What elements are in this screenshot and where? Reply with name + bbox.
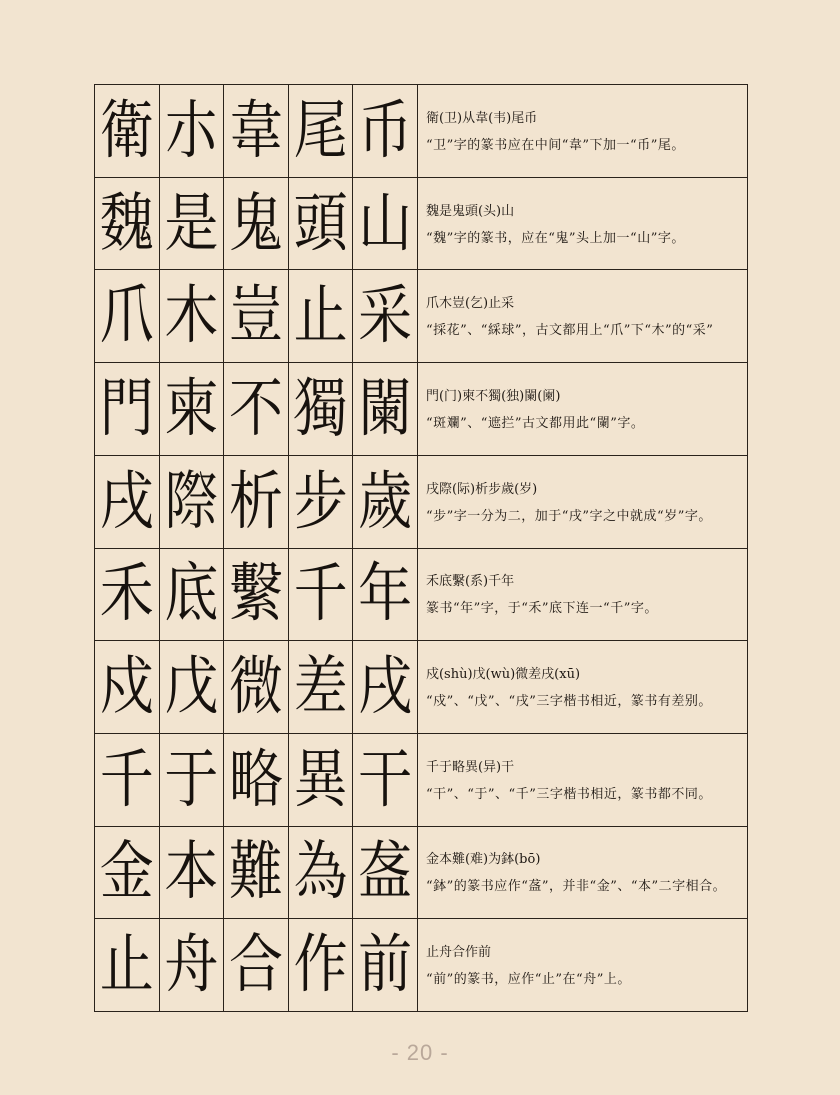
seal-glyph-cell [353, 270, 418, 362]
seal-glyph: 豈 [228, 278, 283, 353]
seal-glyph-cell [160, 270, 225, 362]
seal-glyph-cell [289, 363, 354, 455]
table-row [95, 549, 747, 642]
seal-glyph-cell [289, 270, 354, 362]
seal-glyph-cell [289, 85, 354, 177]
seal-glyph-cell [353, 85, 418, 177]
seal-glyph: 魏 [99, 185, 154, 261]
explanation-cell [418, 919, 747, 1011]
seal-glyph: 難 [228, 834, 283, 910]
explanation-text: “鉢”的篆书应作“盋”，并非“金”、“本”二字相合。 [425, 879, 727, 895]
seal-glyph: 繫 [228, 556, 283, 631]
seal-glyph: 柬 [164, 371, 219, 446]
seal-glyph-cell [95, 827, 160, 919]
explanation-cell [418, 178, 747, 270]
seal-glyph-cell [95, 270, 160, 362]
seal-glyph: 戌 [358, 649, 413, 724]
seal-glyph-cell [224, 734, 289, 826]
rhyme-line: 魏是鬼頭(头)山 [425, 203, 515, 219]
explanation-cell [418, 734, 747, 826]
seal-glyph: 爪 [99, 278, 154, 353]
seal-glyph: 舟 [164, 927, 219, 1002]
seal-glyph-cell [353, 919, 418, 1011]
seal-glyph-cell [353, 549, 418, 641]
seal-glyph-cell [95, 641, 160, 733]
seal-glyph-cell [224, 827, 289, 919]
explanation-text: “卫”字的篆书应在中间“韋”下加一“币”尾。 [425, 137, 685, 153]
seal-glyph: 止 [99, 927, 154, 1002]
table-row [95, 85, 747, 178]
explanation-text: “干”、“于”、“千”三字楷书相近，篆书都不同。 [425, 786, 712, 802]
seal-glyph-cell [289, 178, 354, 270]
rhyme-line: 禾底繫(系)千年 [425, 574, 515, 590]
seal-glyph: 采 [358, 278, 413, 353]
seal-glyph-cell [95, 85, 160, 177]
seal-glyph-cell [160, 456, 225, 548]
explanation-cell [418, 827, 747, 919]
seal-glyph-cell [95, 919, 160, 1011]
seal-glyph: 币 [358, 93, 413, 168]
seal-glyph-cell [289, 549, 354, 641]
explanation-text: “採花”、“綵球”，古文都用上“爪”下“木”的“采” [425, 323, 714, 339]
table-row [95, 734, 747, 827]
seal-glyph-cell [224, 456, 289, 548]
explanation-cell [418, 270, 747, 362]
seal-glyph: 作 [293, 927, 348, 1002]
seal-glyph-cell [289, 919, 354, 1011]
seal-glyph-cell [160, 919, 225, 1011]
explanation-cell [418, 85, 747, 177]
rhyme-line: 戌際(际)析步歲(岁) [425, 481, 538, 497]
table-row [95, 270, 747, 363]
seal-glyph-cell [224, 270, 289, 362]
explanation-text: “步”字一分为二，加于“戌”字之中就成“岁”字。 [425, 508, 712, 524]
seal-glyph-cell [95, 363, 160, 455]
rhyme-line: 衛(卫)从韋(韦)尾币 [425, 110, 538, 126]
seal-glyph-cell [224, 363, 289, 455]
seal-glyph: 禾 [99, 556, 154, 631]
seal-glyph: 差 [293, 649, 348, 724]
seal-glyph-cell [160, 827, 225, 919]
explanation-cell [418, 363, 747, 455]
seal-glyph: 戌 [99, 463, 154, 539]
table-row [95, 363, 747, 456]
seal-glyph-cell [224, 85, 289, 177]
table-row [95, 178, 747, 271]
seal-glyph: 底 [164, 556, 219, 631]
seal-glyph: 金 [99, 834, 154, 910]
seal-glyph-cell [160, 178, 225, 270]
seal-glyph: 盋 [358, 834, 413, 910]
explanation-text: 篆书“年”字，于“禾”底下连一“千”字。 [425, 601, 658, 617]
table-row [95, 919, 747, 1011]
seal-glyph: 朩 [164, 93, 219, 168]
seal-glyph-cell [95, 734, 160, 826]
seal-glyph: 步 [293, 463, 348, 539]
seal-glyph-cell [160, 363, 225, 455]
seal-glyph: 衛 [99, 93, 154, 168]
seal-glyph: 前 [358, 927, 413, 1002]
seal-glyph: 闌 [358, 371, 413, 446]
seal-glyph-cell [160, 641, 225, 733]
table-row [95, 456, 747, 549]
seal-glyph: 是 [164, 185, 219, 261]
seal-glyph: 干 [358, 742, 413, 817]
table-row [95, 641, 747, 734]
seal-glyph: 于 [164, 742, 219, 817]
explanation-cell [418, 456, 747, 548]
seal-glyph-cell [160, 85, 225, 177]
seal-glyph: 戊 [164, 649, 219, 724]
seal-glyph: 異 [293, 742, 348, 817]
seal-glyph-cell [224, 919, 289, 1011]
seal-glyph: 止 [293, 278, 348, 353]
rhyme-line: 金本難(难)为鉢(bō) [425, 852, 541, 868]
seal-glyph: 歲 [358, 463, 413, 539]
seal-glyph: 千 [99, 742, 154, 817]
seal-glyph: 戍 [99, 649, 154, 724]
seal-glyph: 千 [293, 556, 348, 631]
seal-glyph-cell [160, 549, 225, 641]
page-number: - 20 - [391, 1040, 449, 1065]
seal-glyph-cell [353, 178, 418, 270]
rhyme-line: 門(门)柬不獨(独)闌(阑) [425, 388, 561, 404]
seal-glyph: 微 [228, 649, 283, 724]
seal-glyph: 年 [358, 556, 413, 631]
explanation-text: “戍”、“戊”、“戌”三字楷书相近，篆书有差别。 [425, 694, 712, 710]
seal-glyph-cell [224, 178, 289, 270]
table-row [95, 827, 747, 920]
seal-glyph-cell [289, 456, 354, 548]
seal-glyph-cell [353, 641, 418, 733]
seal-glyph: 略 [228, 742, 283, 817]
seal-glyph-cell [289, 734, 354, 826]
seal-glyph: 為 [293, 834, 348, 910]
seal-glyph: 頭 [293, 185, 348, 261]
explanation-text: “斑斕”、“遮拦”古文都用此“闌”字。 [425, 415, 645, 431]
seal-glyph: 韋 [228, 93, 283, 168]
seal-glyph: 獨 [293, 371, 348, 446]
seal-glyph: 不 [228, 371, 283, 446]
seal-glyph: 山 [358, 185, 413, 261]
seal-glyph: 木 [164, 278, 219, 353]
rhyme-line: 止舟合作前 [425, 945, 491, 961]
seal-glyph-cell [224, 549, 289, 641]
explanation-cell [418, 549, 747, 641]
seal-glyph: 鬼 [228, 185, 283, 261]
rhyme-line: 戍(shù)戊(wù)微差戌(xū) [425, 667, 581, 683]
seal-glyph-cell [353, 734, 418, 826]
seal-glyph-cell [353, 827, 418, 919]
rhyme-line: 千于略異(异)干 [425, 759, 515, 775]
seal-glyph: 合 [228, 927, 283, 1002]
explanation-text: “魏”字的篆书，应在“鬼”头上加一“山”字。 [425, 230, 685, 246]
seal-glyph-cell [160, 734, 225, 826]
seal-glyph-cell [95, 549, 160, 641]
seal-glyph-cell [353, 363, 418, 455]
seal-glyph-cell [224, 641, 289, 733]
seal-glyph-cell [95, 456, 160, 548]
rhyme-line: 爪木豈(乞)止采 [425, 296, 515, 312]
seal-glyph: 門 [99, 371, 154, 446]
seal-script-table [94, 84, 748, 1012]
seal-glyph-cell [95, 178, 160, 270]
seal-glyph-cell [289, 641, 354, 733]
explanation-text: “前”的篆书，应作“止”在“舟”上。 [425, 972, 631, 988]
seal-glyph: 本 [164, 834, 219, 910]
seal-glyph: 際 [164, 463, 219, 539]
explanation-cell [418, 641, 747, 733]
seal-glyph: 析 [228, 463, 283, 539]
seal-glyph: 尾 [293, 93, 348, 168]
seal-glyph-cell [353, 456, 418, 548]
seal-glyph-cell [289, 827, 354, 919]
